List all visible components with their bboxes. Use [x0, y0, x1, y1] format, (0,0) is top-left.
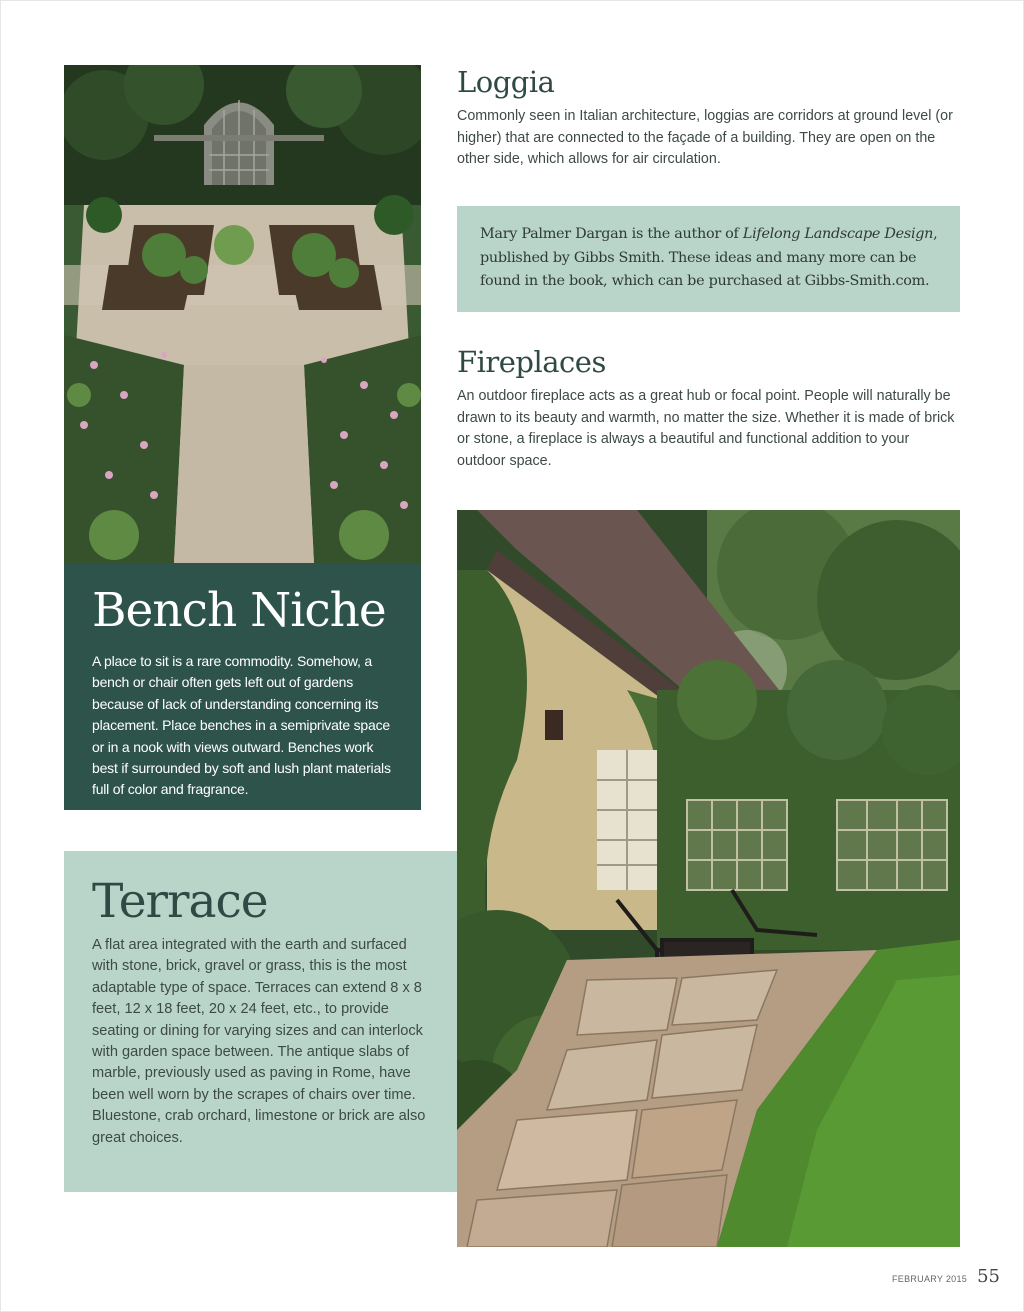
bench-niche-panel [64, 563, 421, 810]
issue-date: FEBRUARY 2015 [891, 1274, 968, 1284]
callout-book-title: Lifelong Landscape Design [742, 226, 934, 242]
loggia-title: Loggia [457, 65, 555, 99]
fireplaces-title: Fireplaces [457, 345, 606, 379]
fireplaces-body: An outdoor fireplace acts as a great hub or focal point. People will naturally be drawn to its beauty and warmth, no matter the size. Whether it is made of brick or stone, a fireplace is always a beautiful and functional addition to your outdoor space. [457, 388, 955, 469]
callout-text-before: Mary Palmer Dargan is the author of [480, 226, 743, 242]
bench-niche-body: A place to sit is a rare commodity. Somehow, a bench or chair often gets left out of gardens because of lack of understanding concerning its placement. Place benches in a semiprivate space or in a nook with views outward. Benches work best if surrounded by soft and lush plant materials full of color and fragrance. [92, 653, 391, 798]
loggia-body: Commonly seen in Italian architecture, loggias are corridors at ground level (or higher) that are connected to the façade of a building. They are open on the other side, which allows for air circulation. [457, 108, 953, 168]
garden-parterre-photo [64, 65, 421, 563]
terrace-body: A flat area integrated with the earth and surfaced with stone, brick, gravel or grass, this is the most adaptable type of space. Terraces can extend 8 x 8 feet, 12 x 18 feet, 20 x 24 feet, etc., to provide seating or dining for varying sizes and can interlock with garden space between. The antique slabs of marble, previously used as paving in Rome, have been well worn by the scrapes of chairs over time. Bluestone, crab orchard, limestone or brick are also great choices. [92, 937, 426, 1146]
page-number: 55 [977, 1266, 1000, 1287]
terrace-house-photo [457, 510, 960, 1247]
callout-text-after: , published by Gibbs Smith. These ideas and many more can be found in the book, which can be purchased at Gibbs-Smith.com. [480, 226, 938, 290]
author-callout [457, 206, 960, 312]
terrace-panel [64, 851, 457, 1192]
bench-niche-title: Bench Niche [92, 583, 386, 638]
terrace-title: Terrace [92, 874, 268, 929]
folio [892, 1266, 1000, 1287]
